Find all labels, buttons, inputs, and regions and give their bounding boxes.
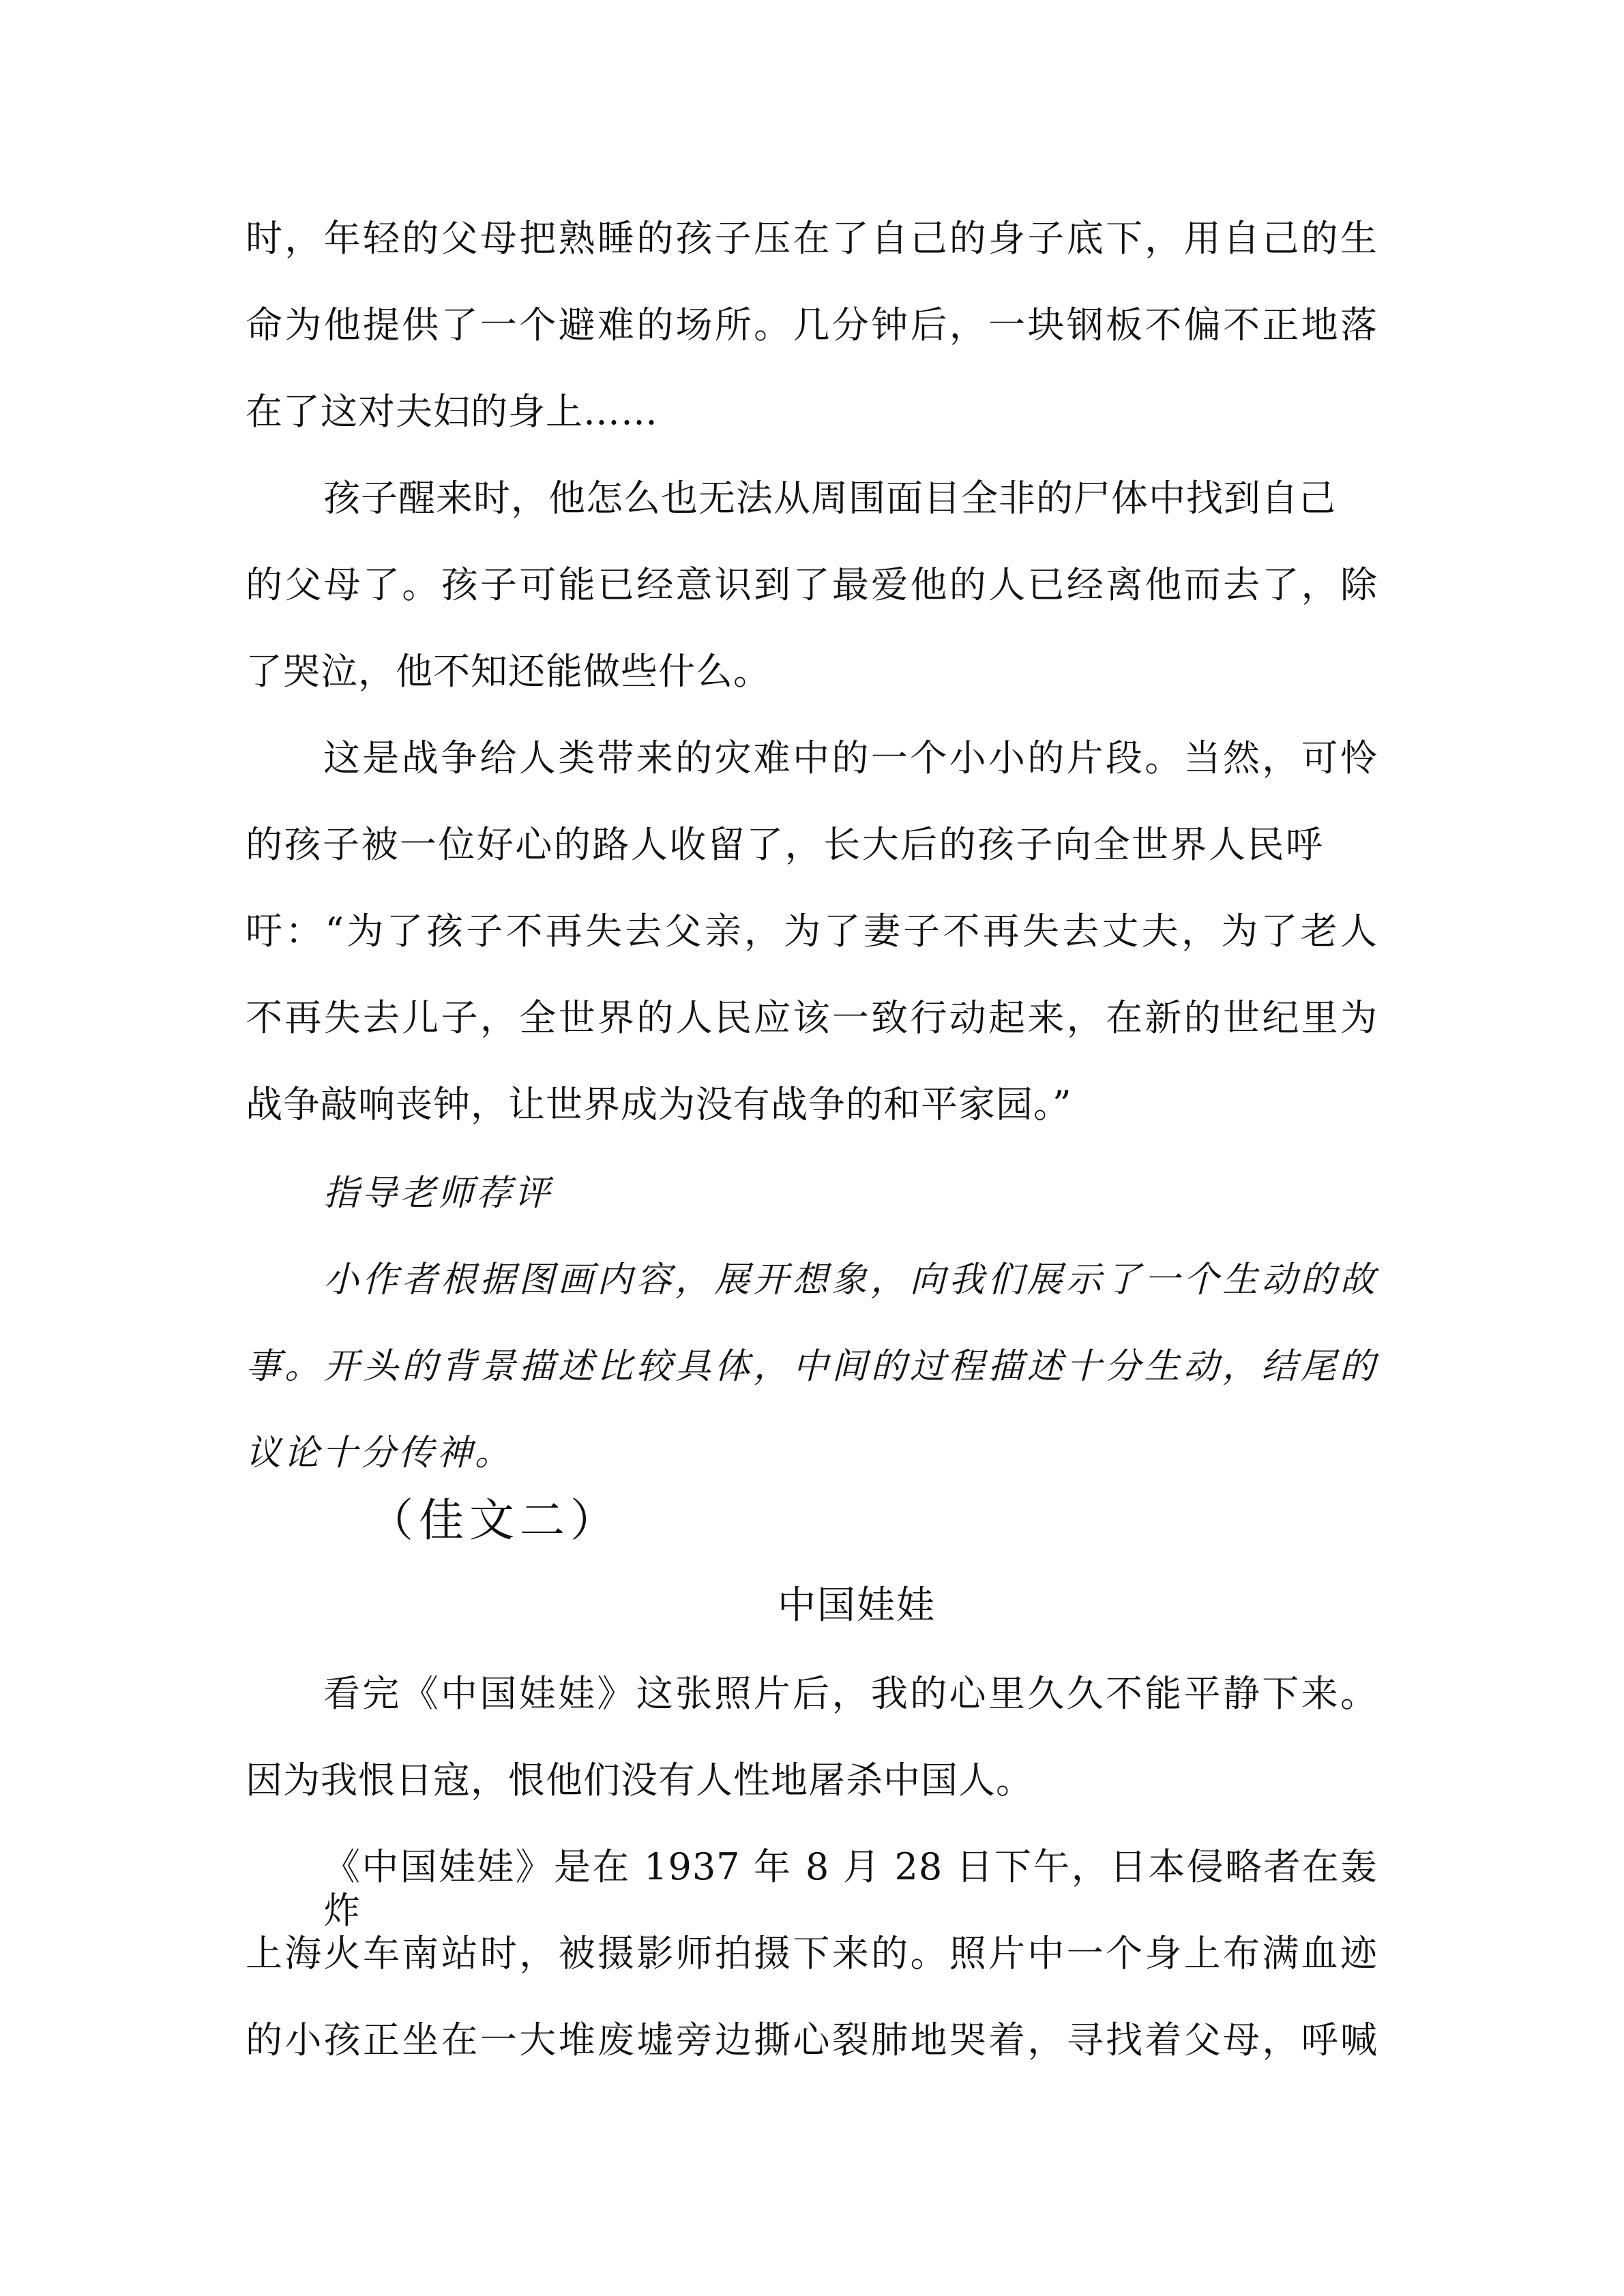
article-title: 中国娃娃 xyxy=(778,1583,936,1628)
paragraph-line: 时，年轻的父母把熟睡的孩子压在了自己的身子底下，用自己的生 xyxy=(246,217,1378,260)
paragraph-line: 看完《中国娃娃》这张照片后，我的心里久久不能平静下来。 xyxy=(323,1672,1378,1715)
paragraph-line: 的父母了。孩子可能已经意识到了最爱他的人已经离他而去了，除 xyxy=(246,563,1378,606)
review-heading: 指导老师荐评 xyxy=(323,1173,553,1214)
paragraph-line: 命为他提供了一个避难的场所。几分钟后，一块钢板不偏不正地落 xyxy=(246,303,1378,346)
paragraph-line: 上海火车南站时，被摄影师拍摄下来的。照片中一个身上布满血迹 xyxy=(246,1932,1378,1975)
paragraph-line: 孩子醒来时，他怎么也无法从周围面目全非的尸体中找到自己 xyxy=(323,477,1336,520)
review-line: 议论十分传神。 xyxy=(246,1433,514,1474)
paragraph-line: 了哭泣，他不知还能做些什么。 xyxy=(246,650,771,693)
paragraph-line: 《中国娃娃》是在 1937 年 8 月 28 日下午，日本侵略者在轰炸 xyxy=(323,1845,1378,1932)
paragraph-line: 这是战争给人类带来的灾难中的一个小小的片段。当然，可怜 xyxy=(323,736,1378,779)
paragraph-line: 不再失去儿子，全世界的人民应该一致行动起来，在新的世纪里为 xyxy=(246,996,1378,1039)
article-label: （佳文二） xyxy=(368,1494,621,1547)
review-line: 事。开头的背景描述比较具体，中间的过程描述十分生动，结尾的 xyxy=(246,1346,1378,1387)
paragraph-line: 因为我恨日寇，恨他们没有人性地屠杀中国人。 xyxy=(246,1759,1033,1802)
paragraph-line: 吁：“为了孩子不再失去父亲，为了妻子不再失去丈夫，为了老人 xyxy=(246,910,1378,953)
paragraph-line: 在了这对夫妇的身上…… xyxy=(246,390,658,433)
paragraph-line: 的小孩正坐在一大堆废墟旁边撕心裂肺地哭着，寻找着父母，呼喊 xyxy=(246,2018,1378,2061)
review-line: 小作者根据图画内容，展开想象，向我们展示了一个生动的故 xyxy=(323,1259,1378,1300)
paragraph-line: 战争敲响丧钟，让世界成为没有战争的和平家园。” xyxy=(246,1083,1072,1126)
paragraph-line: 的孩子被一位好心的路人收留了，长大后的孩子向全世界人民呼 xyxy=(246,823,1323,866)
